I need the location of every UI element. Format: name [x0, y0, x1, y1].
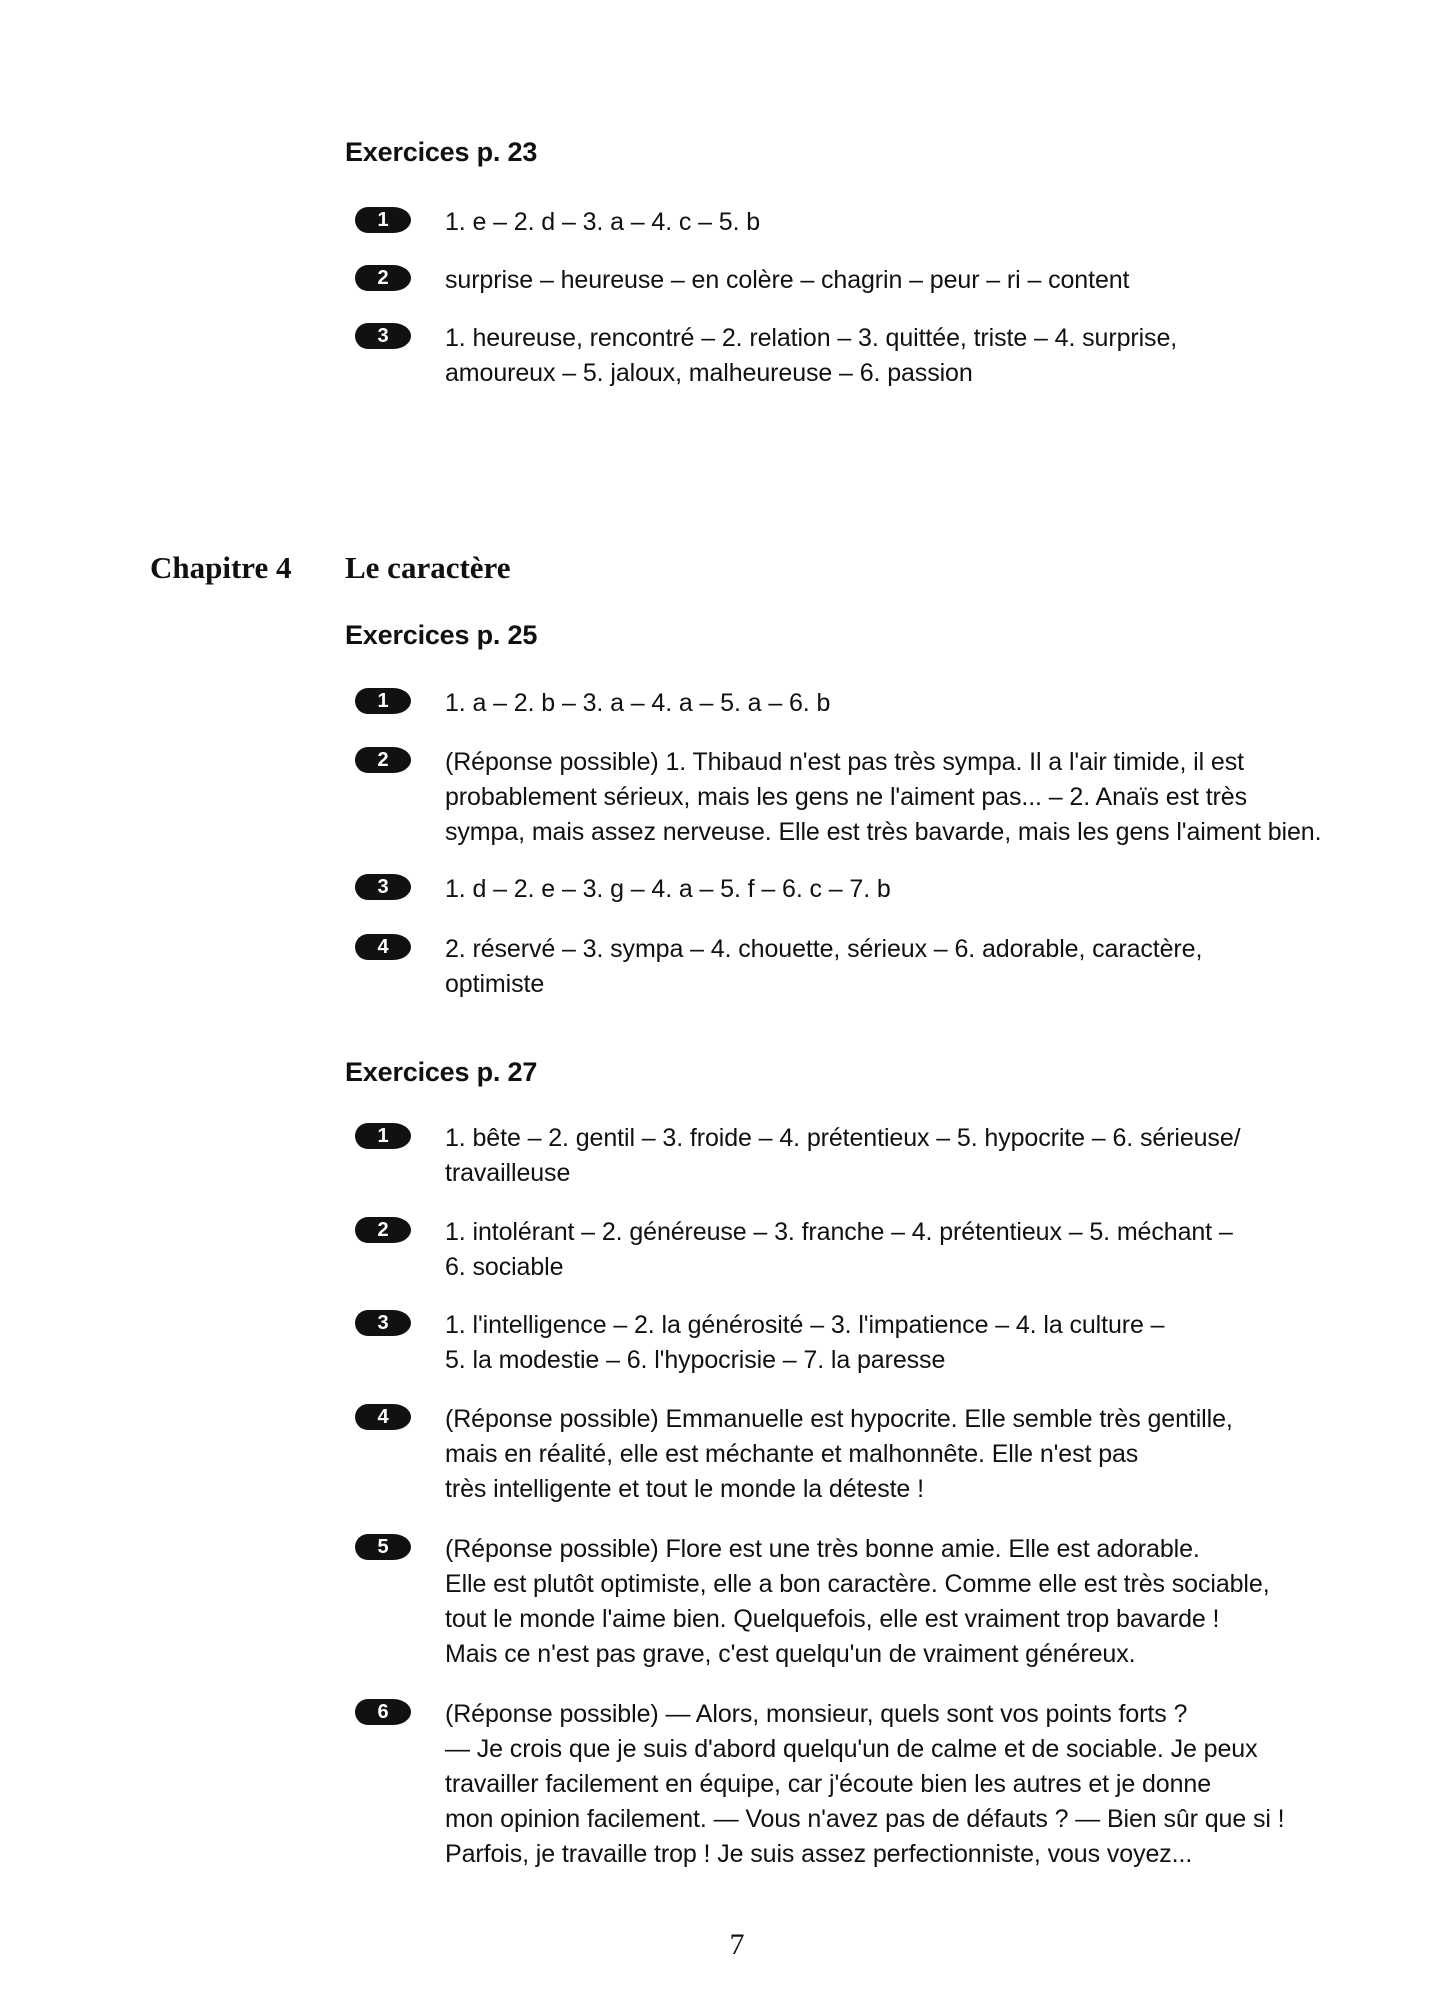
exercise-answer: 1. e – 2. d – 3. a – 4. c – 5. b [445, 208, 761, 236]
exercise-item [355, 1121, 1365, 1191]
exercise-item [355, 321, 1365, 391]
exercise-number-badge: 1 [355, 688, 411, 714]
exercise-number-badge: 2 [355, 1217, 411, 1243]
exercise-answer: 1. heureuse, rencontré – 2. relation – 3. quittée, triste – 4. surprise, amoureux – 5. jaloux, malheureuse – 6. passion [445, 324, 1178, 387]
exercise-number-badge: 2 [355, 747, 411, 773]
exercise-item [355, 205, 1365, 240]
exercise-item [355, 1532, 1365, 1672]
exercise-answer: (Réponse possible) Flore est une très bonne amie. Elle est adorable. Elle est plutôt optimiste, elle a bon caractère. Comme elle est très sociable, tout le monde l'aime bien. Quelquefois, elle est vraiment trop bavarde ! Mais ce n'est pas grave, c'est quelqu'un de vraiment généreux. [445, 1535, 1270, 1668]
chapter-title: Le caractère [345, 550, 511, 585]
exercise-answer: surprise – heureuse – en colère – chagrin – peur – ri – content [445, 266, 1130, 294]
exercise-number-badge: 1 [355, 207, 411, 233]
exercise-answer: 1. bête – 2. gentil – 3. froide – 4. prétentieux – 5. hypocrite – 6. sérieuse/ travailleuse [445, 1124, 1241, 1187]
section-heading: Exercices p. 27 [345, 1057, 538, 1087]
exercise-number-badge: 5 [355, 1534, 411, 1560]
exercise-number-badge: 4 [355, 934, 411, 960]
exercise-item [355, 1308, 1365, 1378]
exercise-answer: (Réponse possible) 1. Thibaud n'est pas très sympa. Il a l'air timide, il est probablement sérieux, mais les gens ne l'aiment pas... – 2. Anaïs est très sympa, mais assez nerveuse. Elle est très bavarde, mais les gens l'aiment bien. [445, 748, 1322, 846]
exercise-number-badge: 6 [355, 1699, 411, 1725]
chapter-label: Chapitre 4 [150, 550, 292, 585]
exercise-number-badge: 3 [355, 1310, 411, 1336]
exercise-item [355, 745, 1365, 850]
exercise-item [355, 932, 1365, 1002]
exercise-answer: 1. intolérant – 2. généreuse – 3. franche – 4. prétentieux – 5. méchant – 6. sociable [445, 1218, 1233, 1281]
exercise-number-badge: 3 [355, 874, 411, 900]
exercise-answer: (Réponse possible) Emmanuelle est hypocrite. Elle semble très gentille, mais en réalité, elle est méchante et malhonnête. Elle n'est pas très intelligente et tout le monde la déteste ! [445, 1405, 1233, 1503]
exercise-answer: 1. d – 2. e – 3. g – 4. a – 5. f – 6. c – 7. b [445, 875, 891, 903]
exercise-item [355, 686, 1365, 721]
exercise-number-badge: 4 [355, 1404, 411, 1430]
exercise-answer: 1. a – 2. b – 3. a – 4. a – 5. a – 6. b [445, 689, 831, 717]
exercise-number-badge: 1 [355, 1123, 411, 1149]
exercise-number-badge: 2 [355, 265, 411, 291]
exercise-item [355, 1215, 1365, 1285]
exercise-answer: 2. réservé – 3. sympa – 4. chouette, sérieux – 6. adorable, caractère, optimiste [445, 935, 1203, 998]
exercise-item [355, 263, 1365, 298]
exercise-answer: (Réponse possible) — Alors, monsieur, quels sont vos points forts ? — Je crois que je suis d'abord quelqu'un de calme et de sociable. Je peux travailler facilement en équipe, car j'écoute bien les autres et je donne mon opinion facilement. — Vous n'avez pas de défauts ? — Bien sûr que si ! Parfois, je travaille trop ! Je suis assez perfectionniste, vous voyez... [445, 1700, 1285, 1868]
exercise-item [355, 1697, 1365, 1872]
exercise-item [355, 1402, 1365, 1507]
section-heading: Exercices p. 25 [345, 620, 538, 650]
exercise-item [355, 872, 1365, 907]
exercise-answer: 1. l'intelligence – 2. la générosité – 3. l'impatience – 4. la culture – 5. la modestie – 6. l'hypocrisie – 7. la paresse [445, 1311, 1165, 1374]
section-heading: Exercices p. 23 [345, 137, 538, 167]
page-number: 7 [729, 1928, 745, 1961]
exercise-number-badge: 3 [355, 323, 411, 349]
